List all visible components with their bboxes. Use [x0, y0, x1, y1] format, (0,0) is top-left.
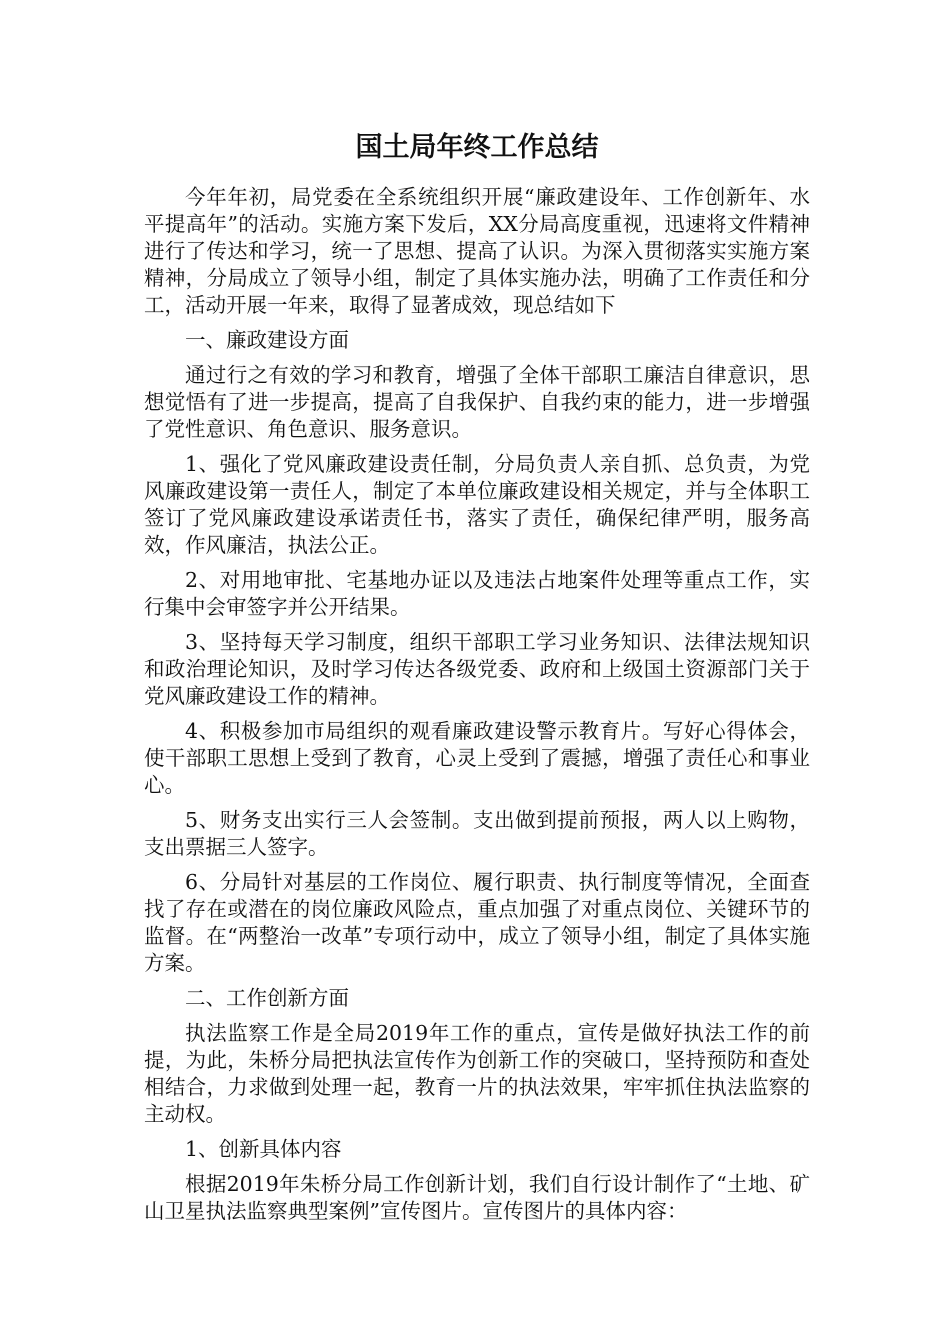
- paragraph-innovation-detail: 根据2019年朱桥分局工作创新计划，我们自行设计制作了“土地、矿山卫星执法监察典型案例”宣传图片。宣传图片的具体内容：: [144, 1172, 810, 1223]
- paragraph-item-5: 5、财务支出实行三人会签制。支出做到提前预报，两人以上购物，支出票据三人签字。: [144, 808, 810, 859]
- section-heading-innovation: 二、工作创新方面: [185, 986, 349, 1010]
- paragraph-item-1: 1、强化了党风廉政建设责任制，分局负责人亲自抓、总负责，为党风廉政建设第一责任人，制定了本单位廉政建设相关规定，并与全体职工签订了党风廉政建设承诺责任书，落实了责任，确保纪律严明，服务高效，作风廉洁，执法公正。: [144, 452, 810, 557]
- paragraph-intro: 今年年初，局党委在全系统组织开展“廉政建设年、工作创新年、水平提高年”的活动。实施方案下发后，XX分局高度重视，迅速将文件精神进行了传达和学习，统一了思想、提高了认识。为深入贯彻落实实施方案精神，分局成立了领导小组，制定了具体实施办法，明确了工作责任和分工，活动开展一年来，取得了显著成效，现总结如下: [144, 185, 810, 317]
- document-title: 国土局年终工作总结: [355, 132, 599, 163]
- section-heading-integrity: 一、廉政建设方面: [185, 328, 349, 352]
- document-page: [144, 128, 810, 1233]
- paragraph-item-2: 2、对用地审批、宅基地办证以及违法占地案件处理等重点工作，实行集中会审签字并公开结果。: [144, 568, 810, 619]
- paragraph-item-6: 6、分局针对基层的工作岗位、履行职责、执行制度等情况，全面查找了存在或潜在的岗位廉政风险点，重点加强了对重点岗位、关键环节的监督。在“两整治一改革”专项行动中，成立了领导小组，制定了具体实施方案。: [144, 870, 810, 975]
- paragraph-innovation-summary: 执法监察工作是全局2019年工作的重点，宣传是做好执法工作的前提，为此，朱桥分局把执法宣传作为创新工作的突破口，坚持预防和查处相结合，力求做到处理一起，教育一片的执法效果，牢牢抓住执法监察的主动权。: [144, 1021, 810, 1126]
- paragraph-integrity-summary: 通过行之有效的学习和教育，增强了全体干部职工廉洁自律意识，思想觉悟有了进一步提高，提高了自我保护、自我约束的能力，进一步增强了党性意识、角色意识、服务意识。: [144, 363, 810, 441]
- subheading-innovation-content: 1、创新具体内容: [185, 1137, 342, 1161]
- paragraph-item-4: 4、积极参加市局组织的观看廉政建设警示教育片。写好心得体会，使干部职工思想上受到了教育，心灵上受到了震撼，增强了责任心和事业心。: [144, 719, 810, 797]
- paragraph-item-3: 3、坚持每天学习制度，组织干部职工学习业务知识、法律法规知识和政治理论知识，及时学习传达各级党委、政府和上级国土资源部门关于党风廉政建设工作的精神。: [144, 630, 810, 708]
